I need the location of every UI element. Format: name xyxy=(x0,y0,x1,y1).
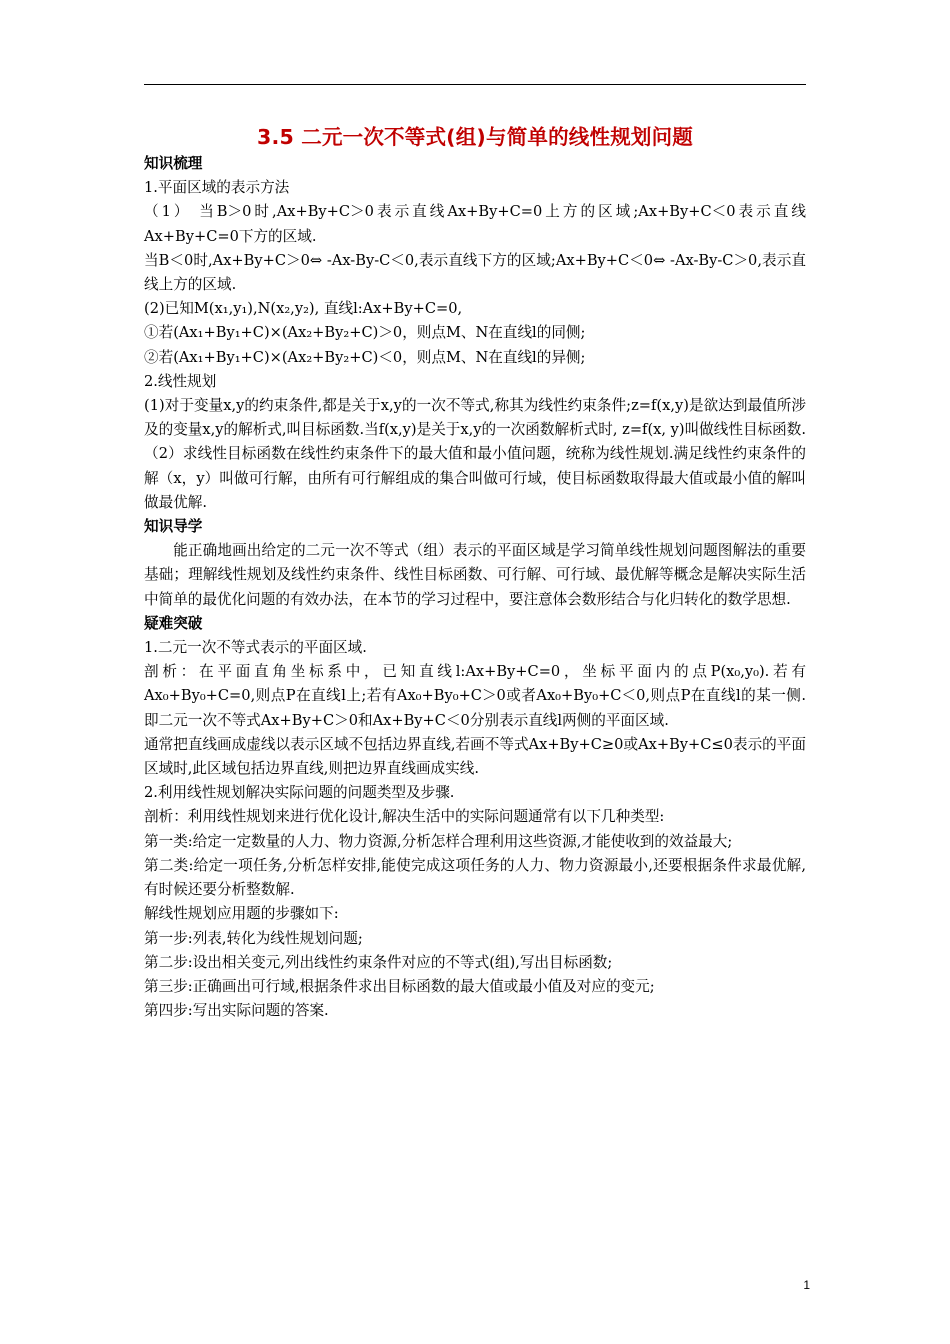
paragraph: （2）求线性目标函数在线性约束条件下的最大值和最小值问题，统称为线性规划.满足线性约束条件的解（x，y）叫做可行解，由所有可行解组成的集合叫做可行域，使目标函数取得最大值或最小值的解叫做最优解. xyxy=(144,445,806,511)
paragraph: 第一步:列表,转化为线性规划问题; xyxy=(144,929,363,947)
page-title: 3.5 二元一次不等式(组)与简单的线性规划问题 xyxy=(257,125,693,149)
paragraph: 第二步:设出相关变元,列出线性约束条件对应的不等式(组),写出目标函数; xyxy=(144,953,613,971)
paragraph: （1） 当B＞0时,Ax+By+C＞0表示直线Ax+By+C=0上方的区域;Ax+By+C＜0表示直线Ax+By+C=0下方的区域. xyxy=(144,203,806,245)
paragraph: 当B＜0时,Ax+By+C＞0⇔ -Ax-By-C＜0,表示直线下方的区域;Ax+By+C＜0⇔ -Ax-By-C＞0,表示直线上方的区域. xyxy=(144,251,806,294)
paragraph: 剖析：利用线性规划来进行优化设计,解决生活中的实际问题通常有以下几种类型: xyxy=(144,808,665,826)
paragraph: ①若(Ax₁+By₁+C)×(Ax₂+By₂+C)＞0，则点M、N在直线l的同侧; xyxy=(144,324,586,342)
paragraph: 1.平面区域的表示方法 xyxy=(144,179,290,197)
paragraph: 第四步:写出实际问题的答案. xyxy=(144,1002,329,1020)
paragraph: 第二类:给定一项任务,分析怎样安排,能使完成这项任务的人力、物力资源最小,还要根据条件求最优解,有时候还要分析整数解. xyxy=(144,856,806,899)
paragraph: (1)对于变量x,y的约束条件,都是关于x,y的一次不等式,称其为线性约束条件;z=f(x,y)是欲达到最值所涉及的变量x,y的解析式,叫目标函数.当f(x,y)是关于x,y的一次函数解析式时, z=f(x, y)叫做线性目标函数. xyxy=(144,397,806,439)
paragraph: 通常把直线画成虚线以表示区域不包括边界直线,若画不等式Ax+By+C≥0或Ax+By+C≤0表示的平面区域时,此区域包括边界直线,则把边界直线画成实线. xyxy=(144,735,806,778)
paragraph: ②若(Ax₁+By₁+C)×(Ax₂+By₂+C)＜0，则点M、N在直线l的异侧; xyxy=(144,348,586,366)
page-number: 1 xyxy=(803,1278,810,1292)
section-heading-knowledge-summary: 知识梳理 xyxy=(144,155,203,172)
section-heading-knowledge-guide: 知识导学 xyxy=(144,518,203,536)
paragraph: (2)已知M(x₁,y₁),N(x₂,y₂), 直线l:Ax+By+C=0, xyxy=(144,300,463,318)
paragraph: 2.线性规划 xyxy=(144,372,217,390)
paragraph: 能正确地画出给定的二元一次不等式（组）表示的平面区域是学习简单线性规划问题图解法的重要基础；理解线性规划及线性约束条件、线性目标函数、可行解、可行域、最优解等概念是解决实际生活中简单的最优化问题的有效办法，在本节的学习过程中，要注意体会数形结合与化归转化的数学思想. xyxy=(144,542,806,608)
paragraph: 1.二元一次不等式表示的平面区域. xyxy=(144,639,367,657)
paragraph: 第一类:给定一定数量的人力、物力资源,分析怎样合理利用这些资源,才能使收到的效益最大; xyxy=(144,832,733,850)
document-body xyxy=(144,152,806,1023)
paragraph: 剖析：在平面直角坐标系中，已知直线l:Ax+By+C=0，坐标平面内的点P(x₀,y₀).若有Ax₀+By₀+C=0,则点P在直线l上;若有Ax₀+By₀+C＞0或者Ax₀+By₀+C＜0,则点P在直线l的某一侧.即二元一次不等式Ax+By+C＞0和Ax+By+C＜0分别表示直线l两侧的平面区域. xyxy=(144,663,806,729)
paragraph: 2.利用线性规划解决实际问题的问题类型及步骤. xyxy=(144,784,455,802)
paragraph: 解线性规划应用题的步骤如下: xyxy=(144,905,339,923)
paragraph: 第三步:正确画出可行域,根据条件求出目标函数的最大值或最小值及对应的变元; xyxy=(144,977,655,995)
header-rule xyxy=(144,84,806,85)
section-heading-difficulties: 疑难突破 xyxy=(144,614,203,632)
